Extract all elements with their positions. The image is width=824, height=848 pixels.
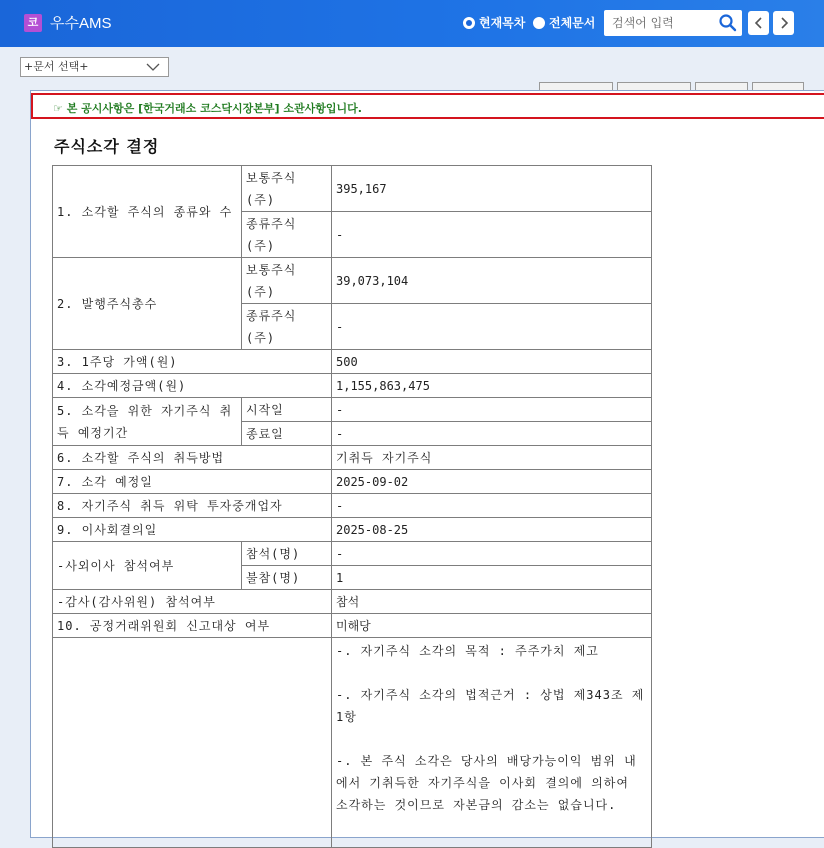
table-row [53,166,652,212]
cell-value: - [332,542,652,566]
row-label: 5. 소각을 위한 자기주식 취득 예정기간 [53,398,242,446]
cell-value: 참석 [332,590,652,614]
table-row [53,258,652,304]
table-row [53,470,652,494]
page-title: 주식소각 결정 [54,137,160,156]
report-table [52,165,652,848]
cell-value: - [332,304,652,350]
cell-value: 500 [332,350,652,374]
app-logo-icon: 코 [24,14,42,32]
description-cell [332,638,652,848]
row-label: 1. 소각할 주식의 종류와 수 [53,166,242,258]
table-row [53,638,652,848]
sub-label: 시작일 [242,398,332,422]
cell-value: 395,167 [332,166,652,212]
row-label: 4. 소각예정금액(원) [53,374,332,398]
cell-value: 2025-08-25 [332,518,652,542]
radio-checked-icon[interactable] [463,17,475,29]
chevron-left-icon [754,17,764,29]
app-title: 우수AMS [50,15,112,32]
table-row [53,590,652,614]
document-viewer [30,90,824,838]
row-label: -사외이사 참석여부 [53,542,242,590]
chevron-right-icon [779,17,789,29]
table-row [53,350,652,374]
row-label: 10. 공정거래위원회 신고대상 여부 [53,614,332,638]
cell-value: 39,073,104 [332,258,652,304]
search-box [604,10,742,36]
empty-cell [53,638,332,848]
search-input[interactable] [612,14,712,32]
cell-value: 1 [332,566,652,590]
table-row [53,374,652,398]
app-header [0,0,824,47]
chevron-down-icon [146,61,160,73]
table-row [53,494,652,518]
radio-current-label: 현재목차 [479,16,526,30]
document-select-value: +문서 선택+ [24,60,89,73]
sub-label: 종료일 [242,422,332,446]
radio-all-docs[interactable] [533,14,595,31]
table-row [53,398,652,422]
table-row [53,542,652,566]
cell-value: 2025-09-02 [332,470,652,494]
radio-all-label: 전체문서 [549,16,596,30]
radio-unchecked-icon[interactable] [533,17,545,29]
row-label: 2. 발행주식총수 [53,258,242,350]
prev-button[interactable] [748,11,769,35]
row-label: 7. 소각 예정일 [53,470,332,494]
cell-value: 1,155,863,475 [332,374,652,398]
row-label: 8. 자기주식 취득 위탁 투자중개업자 [53,494,332,518]
sub-label: 참석(명) [242,542,332,566]
row-label: 9. 이사회결의일 [53,518,332,542]
sub-label: 불참(명) [242,566,332,590]
cell-value: - [332,398,652,422]
notice-banner [31,93,824,119]
notice-text: ☞ 본 공시사항은 [한국거래소 코스닥시장본부] 소관사항입니다. [53,102,362,115]
cell-value: 기취득 자기주식 [332,446,652,470]
description-paragraph: -. 본 주식 소각은 당사의 배당가능이익 범위 내에서 기취득한 자기주식을 이사회 결의에 의하여 소각하는 것이므로 자본금의 감소는 없습니다. [336,754,637,812]
row-label: 3. 1주당 가액(원) [53,350,332,374]
sub-label: 종류주식 (주) [242,212,332,258]
table-row [53,518,652,542]
cell-value: - [332,212,652,258]
sub-label: 보통주식 (주) [242,258,332,304]
cell-value: 미해당 [332,614,652,638]
row-label: 6. 소각할 주식의 취득방법 [53,446,332,470]
sub-label: 보통주식 (주) [242,166,332,212]
cell-value: - [332,422,652,446]
radio-current-toc[interactable] [463,14,525,31]
next-button[interactable] [773,11,794,35]
document-select[interactable] [20,57,169,77]
table-row [53,446,652,470]
row-label: -감사(감사위원) 참석여부 [53,590,332,614]
search-icon[interactable] [718,13,738,33]
description-paragraph: -. 자기주식 소각의 목적 : 주주가치 제고 [336,644,599,658]
cell-value: - [332,494,652,518]
sub-label: 종류주식 (주) [242,304,332,350]
description-paragraph: -. 자기주식 소각의 법적근거 : 상법 제343조 제1항 [336,688,645,724]
table-row [53,614,652,638]
